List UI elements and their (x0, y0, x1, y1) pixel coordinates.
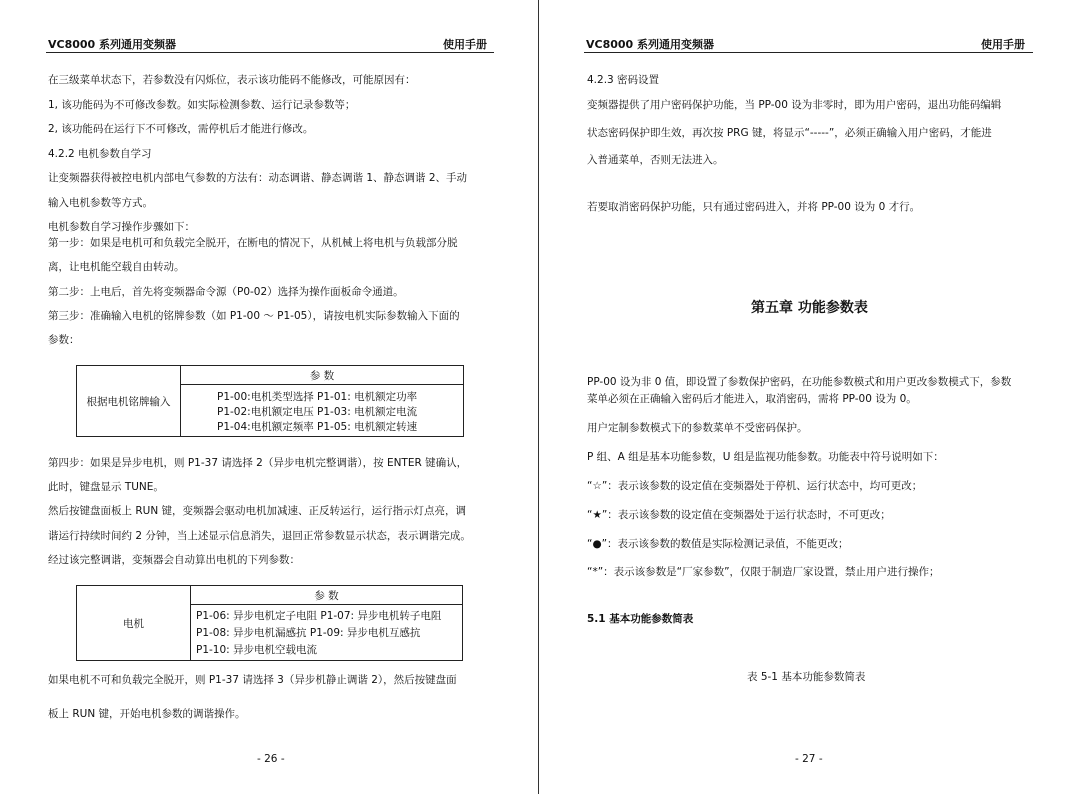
text-line: 参数： (48, 334, 80, 346)
text-line: 用户定制参数模式下的参数菜单不受密码保护。 (587, 422, 808, 434)
section-title: 5.1 基本功能参数简表 (587, 613, 694, 625)
header-rule (46, 52, 494, 53)
text-line: 输入电机参数等方式。 (48, 197, 153, 209)
text-line: 第一步：如果是电机可和负载完全脱开，在断电的情况下，从机械上将电机与负载部分脱 (48, 237, 458, 249)
text-line: 1, 该功能码为不可修改参数。如实际检测参数、运行记录参数等； (48, 99, 356, 111)
text-line: P 组、A 组是基本功能参数，U 组是监视功能参数。功能表中符号说明如下： (587, 451, 944, 463)
table-head: 参 数 (191, 586, 463, 605)
motor-nameplate-table (76, 365, 464, 437)
text-line: 入普通菜单，否则无法进入。 (587, 154, 724, 166)
text-line: 此时，键盘显示 TUNE。 (48, 481, 164, 493)
left-page (0, 0, 538, 794)
table-label: 电机 (77, 586, 191, 661)
text-line: 板上 RUN 键，开始电机参数的调谐操作。 (48, 708, 246, 720)
table-row: P1-08: 异步电机漏感抗 P1-09: 异步电机互感抗 (196, 627, 421, 639)
text-line: 第二步：上电后，首先将变频器命令源（P0-02）选择为操作面板命令通道。 (48, 286, 404, 298)
page-number: - 27 - (795, 753, 823, 765)
table-cell (191, 605, 463, 661)
symbol-legend-line: “●”：表示该参数的数值是实际检测记录值，不能更改； (587, 538, 849, 550)
text-line: 经过该完整调谐，变频器会自动算出电机的下列参数： (48, 554, 300, 566)
text-line: 如果电机不可和负载完全脱开，则 P1-37 请选择 3（异步机静止调谐 2），然后按键盘面 (48, 674, 457, 686)
symbol-legend-line: “☆”：表示该参数的设定值在变频器处于停机、运行状态中，均可更改； (587, 480, 923, 492)
motor-params-table (76, 585, 463, 661)
page-number: - 26 - (257, 753, 285, 765)
text-line: 离，让电机能空载自由转动。 (48, 261, 185, 273)
header-right: 使用手册 (981, 38, 1025, 51)
header-rule (584, 52, 1033, 53)
text-line: 让变频器获得被控电机内部电气参数的方法有：动态调谐、静态调谐 1、静态调谐 2、手动 (48, 172, 468, 184)
table-row: P1-06: 异步电机定子电阻 P1-07: 异步电机转子电阻 (196, 610, 442, 622)
section-heading: 4.2.3 密码设置 (587, 74, 660, 86)
chapter-title: 第五章 功能参数表 (751, 300, 868, 316)
table-row: P1-04:电机额定频率 P1-05: 电机额定转速 (217, 421, 418, 433)
text-line: 谐运行持续时间约 2 分钟，当上述显示信息消失，退回正常参数显示状态，表示调谐完成。 (48, 530, 471, 542)
text-line: 菜单必须在正确输入密码后才能进入，取消密码，需将 PP-00 设为 0。 (587, 393, 917, 405)
text-line: 电机参数自学习操作步骤如下： (48, 221, 195, 233)
section-heading: 4.2.2 电机参数自学习 (48, 148, 152, 160)
table-label: 根据电机铭牌输入 (77, 366, 181, 437)
text-line: 第四步：如果是异步电机，则 P1-37 请选择 2（异步电机完整调谐），按 ENTER 键确认， (48, 457, 468, 469)
table-caption: 表 5-1 基本功能参数简表 (747, 671, 866, 683)
symbol-legend-line: “*”：表示该参数是“厂家参数”，仅限于制造厂家设置，禁止用户进行操作； (587, 566, 940, 578)
text-line: 在三级菜单状态下，若参数没有闪烁位，表示该功能码不能修改，可能原因有： (48, 74, 416, 86)
text-line: 第三步：准确输入电机的铭牌参数（如 P1-00 ～ P1-05），请按电机实际参数输入下面的 (48, 310, 460, 322)
right-page (539, 0, 1077, 794)
header-right: 使用手册 (443, 38, 487, 51)
table-row: P1-02:电机额定电压 P1-03: 电机额定电流 (217, 406, 418, 418)
table-head: 参 数 (181, 366, 464, 385)
text-line: PP-00 设为非 0 值，即设置了参数保护密码，在功能参数模式和用户更改参数模式下，参数 (587, 376, 1012, 388)
symbol-legend-line: “★”：表示该参数的设定值在变频器处于运行状态时，不可更改； (587, 509, 891, 521)
table-row: P1-10: 异步电机空载电流 (196, 644, 318, 656)
text-line: 状态密码保护即生效，再次按 PRG 键，将显示“-----”，必须正确输入用户密码，才能进 (587, 127, 992, 139)
text-line: 然后按键盘面板上 RUN 键，变频器会驱动电机加减速、正反转运行，运行指示灯点亮，调 (48, 505, 467, 517)
header-title: VC8000 系列通用变频器 (586, 38, 715, 51)
table-cell (181, 385, 464, 437)
text-line: 2, 该功能码在运行下不可修改，需停机后才能进行修改。 (48, 123, 314, 135)
text-line: 若要取消密码保护功能，只有通过密码进入，并将 PP-00 设为 0 才行。 (587, 201, 921, 213)
table-row: P1-00:电机类型选择 P1-01: 电机额定功率 (217, 391, 418, 403)
header-title: VC8000 系列通用变频器 (48, 38, 177, 51)
text-line: 变频器提供了用户密码保护功能，当 PP-00 设为非零时，即为用户密码，退出功能码编辑 (587, 99, 1002, 111)
